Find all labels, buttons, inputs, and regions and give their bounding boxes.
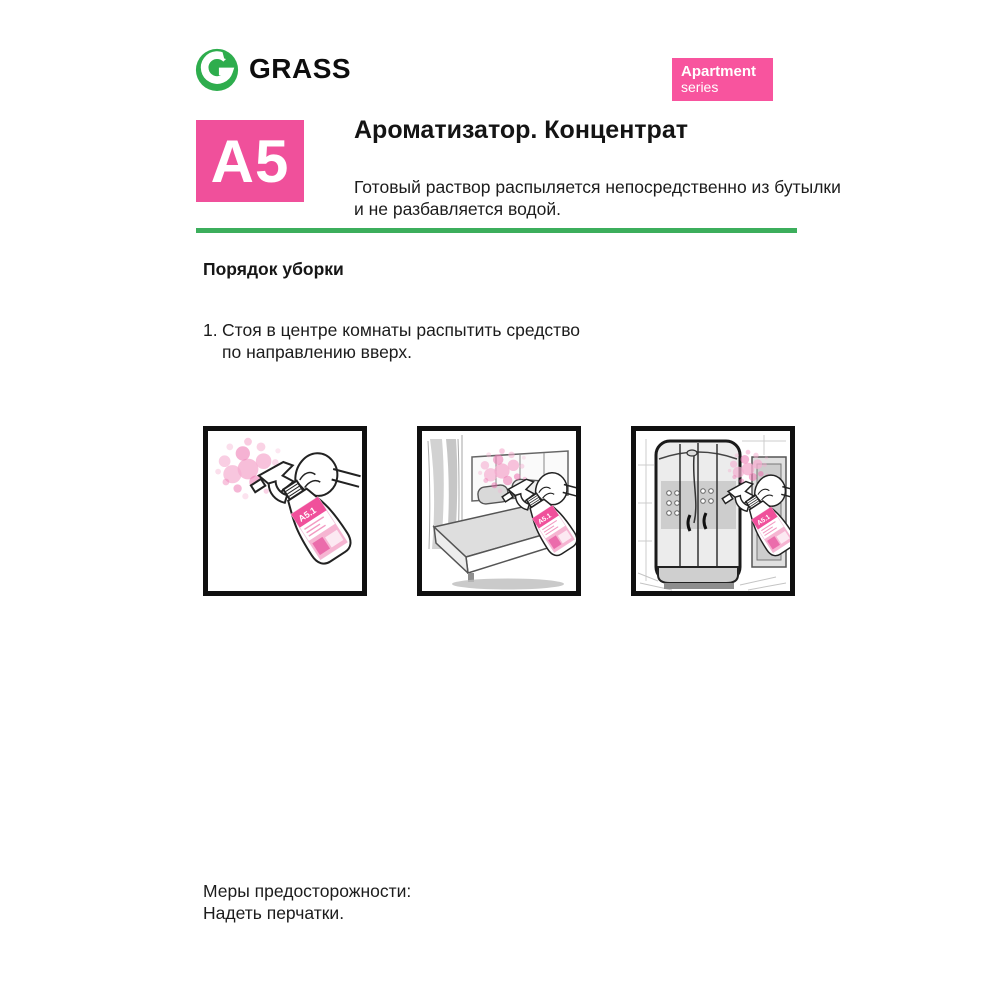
green-divider <box>196 228 797 233</box>
badge-line2: series <box>681 79 719 95</box>
grass-logo-icon <box>194 46 240 92</box>
grass-logo <box>194 46 351 92</box>
precautions <box>203 880 411 924</box>
grass-logo-text: GRASS <box>249 53 352 84</box>
procedure-heading: Порядок уборки <box>203 259 344 279</box>
apartment-series-badge <box>672 58 773 101</box>
step-number: 1. <box>203 320 218 340</box>
product-description-line2: и не разбавляется водой. <box>354 199 562 219</box>
illustration-spray-closeup <box>203 426 367 596</box>
product-code-badge: A5 <box>196 120 304 202</box>
illustration-shower-spray <box>631 426 795 596</box>
product-title: Ароматизатор. Концентрат <box>354 116 688 144</box>
precautions-line1: Меры предосторожности: <box>203 881 412 901</box>
illustration-bedroom-spray <box>417 426 581 596</box>
spray-closeup-drawing <box>208 431 362 591</box>
shower-cabin-drawing <box>636 431 790 591</box>
step-text: Стоя в центре комнаты распытить средство по направлению вверх. <box>222 320 581 362</box>
bedroom-drawing <box>422 431 576 591</box>
badge-line1: Apartment <box>681 63 757 80</box>
procedure-step-1 <box>203 319 580 363</box>
product-description-line1: Готовый раствор распыляется непосредственно из бутылки <box>354 177 841 197</box>
precautions-line2: Надеть перчатки. <box>203 903 345 923</box>
product-description <box>354 176 841 220</box>
